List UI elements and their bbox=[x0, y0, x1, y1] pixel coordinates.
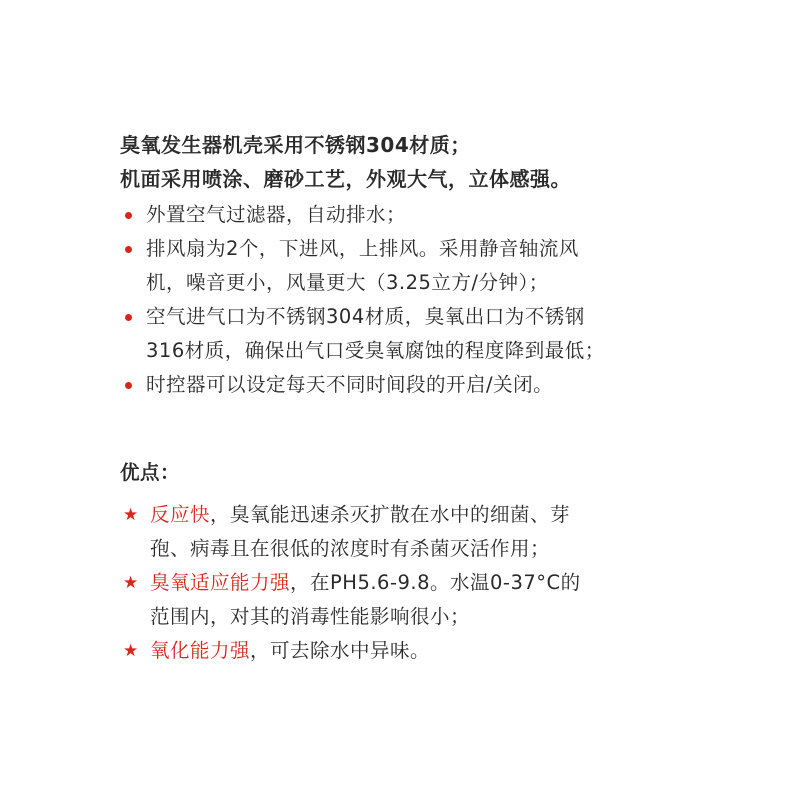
red-star-bullet-icon: ★ bbox=[123, 573, 139, 593]
red-dot-bullet-icon bbox=[125, 212, 132, 219]
feature-text: 316材质，确保出气口受臭氧腐蚀的程度降到最低； bbox=[146, 339, 605, 362]
red-star-bullet-icon: ★ bbox=[123, 641, 139, 661]
intro-section bbox=[120, 128, 720, 402]
advantage-line bbox=[150, 634, 720, 668]
advantage-highlight: 反应快 bbox=[150, 503, 211, 526]
advantage-line: 范围内，对其的消毒性能影响很小； bbox=[150, 605, 471, 628]
intro-line-finish: 机面采用喷涂、磨砂工艺，外观大气，立体感强。 bbox=[120, 167, 571, 191]
red-star-bullet-icon: ★ bbox=[123, 505, 139, 525]
red-dot-bullet-icon bbox=[125, 382, 132, 389]
advantage-line: 孢、病毒且在很低的浓度时有杀菌灭活作用； bbox=[150, 537, 551, 560]
advantage-text: ，臭氧能迅速杀灭扩散在水中的细菌、芽 bbox=[210, 503, 571, 526]
feature-item-air-inlet bbox=[120, 300, 720, 368]
advantage-line bbox=[150, 566, 720, 600]
advantage-item-fast-reaction bbox=[120, 498, 720, 566]
advantages-title: 优点： bbox=[120, 461, 181, 484]
advantage-highlight: 臭氧适应能力强 bbox=[150, 571, 291, 594]
advantages-section bbox=[120, 456, 720, 668]
advantage-text: ，在PH5.6-9.8。水温0-37°C的 bbox=[290, 571, 581, 594]
feature-item-filter bbox=[120, 198, 720, 232]
red-dot-bullet-icon bbox=[125, 246, 132, 253]
advantage-line bbox=[150, 498, 720, 532]
feature-item-timer bbox=[120, 368, 720, 402]
feature-item-fan bbox=[120, 232, 720, 300]
feature-text: 空气进气口为不锈钢304材质，臭氧出口为不锈钢 bbox=[146, 305, 585, 328]
feature-list bbox=[120, 198, 720, 402]
advantage-highlight: 氧化能力强 bbox=[150, 639, 251, 662]
feature-text: 外置空气过滤器，自动排水； bbox=[146, 203, 407, 226]
feature-text: 时控器可以设定每天不同时间段的开启/关闭。 bbox=[146, 373, 554, 396]
feature-text: 排风扇为2个，下进风，上排风。采用静音轴流风 bbox=[146, 237, 579, 260]
advantage-item-oxidation bbox=[120, 634, 720, 668]
feature-text: 机，噪音更小，风量更大（3.25立方/分钟）； bbox=[146, 271, 549, 294]
advantage-text: ，可去除水中异味。 bbox=[250, 639, 431, 662]
intro-line-material: 臭氧发生器机壳采用不锈钢304材质； bbox=[120, 133, 471, 157]
red-dot-bullet-icon bbox=[125, 314, 132, 321]
advantage-item-adaptability bbox=[120, 566, 720, 634]
